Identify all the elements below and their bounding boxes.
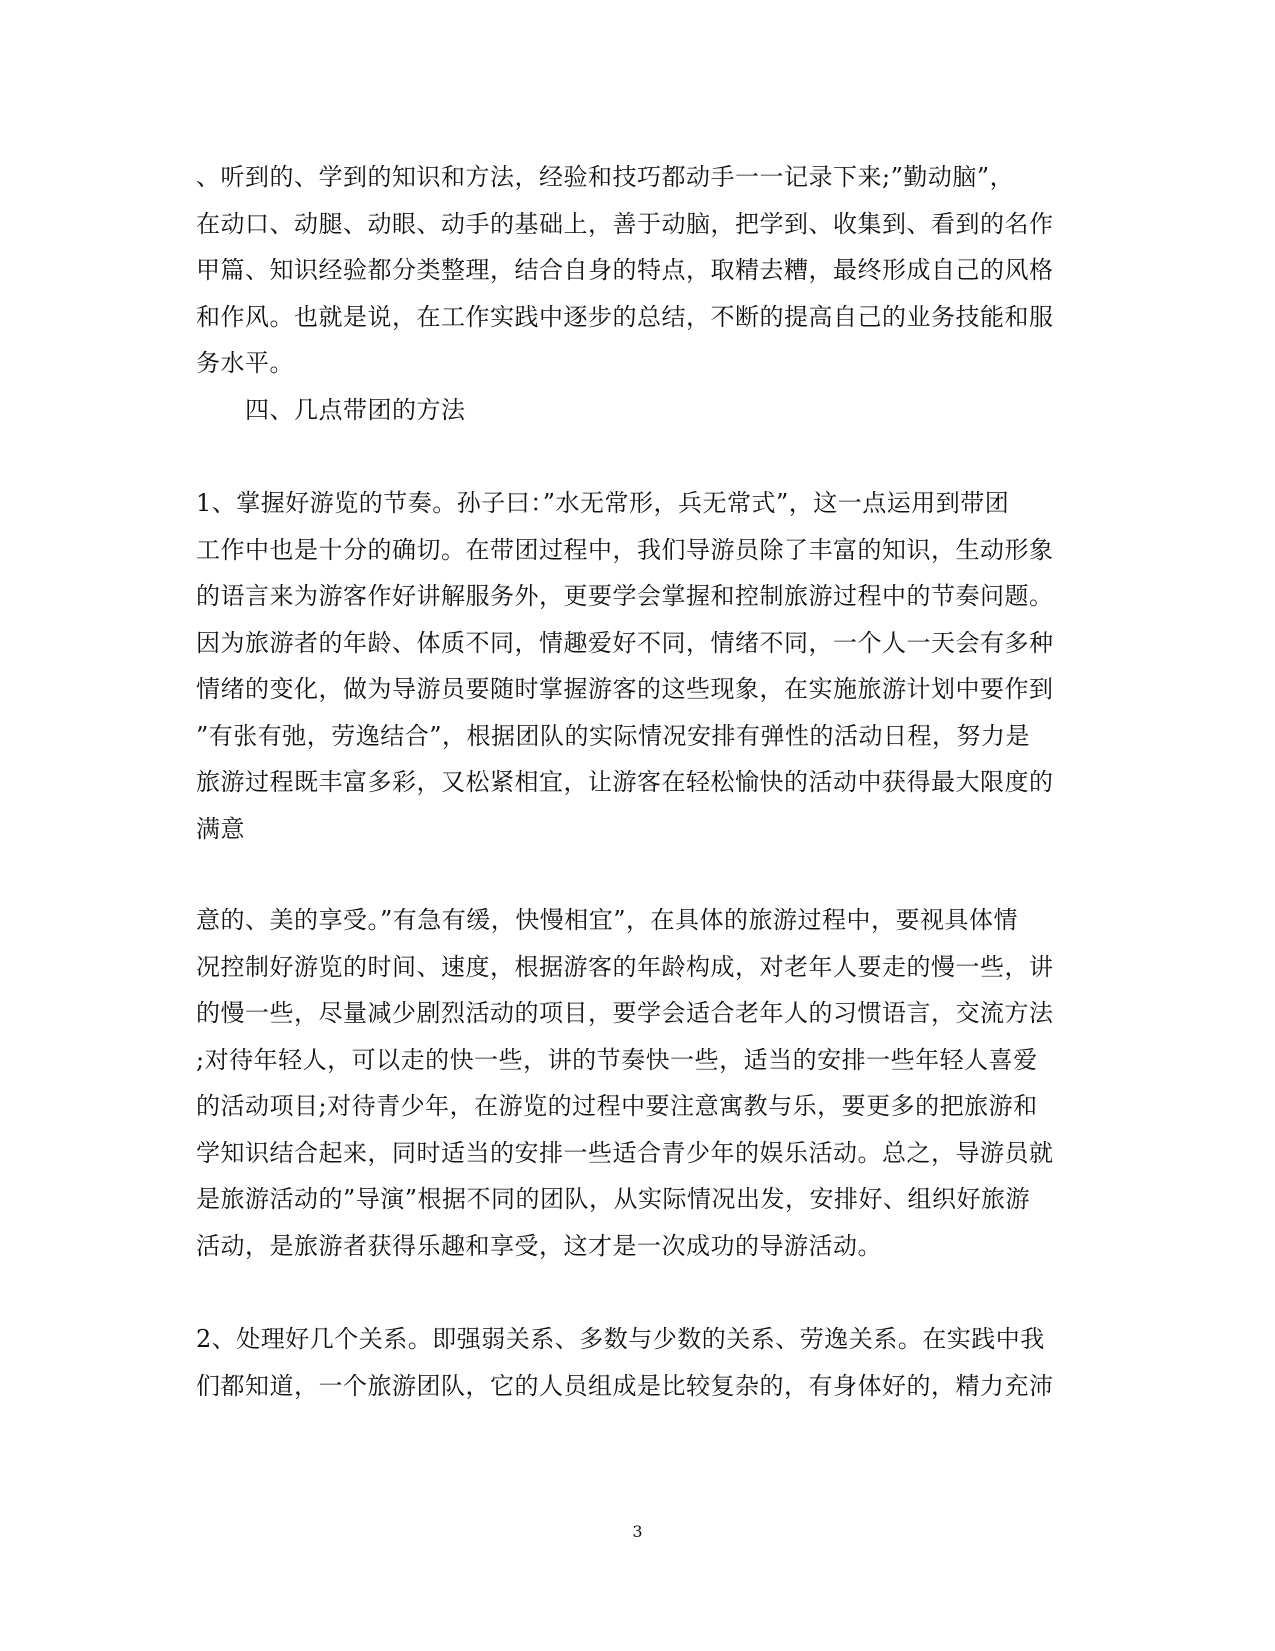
text-line: 2、处理好几个关系。即强弱关系、多数与少数的关系、劳逸关系。在实践中我: [196, 1325, 1045, 1353]
text-line: 学知识结合起来，同时适当的安排一些适合青少年的娱乐活动。总之，导游员就: [196, 1139, 1054, 1167]
text-line: 旅游过程既丰富多彩，又松紧相宜，让游客在轻松愉快的活动中获得最大限度的: [196, 768, 1054, 796]
text-line: 的语言来为游客作好讲解服务外，更要学会掌握和控制旅游过程中的节奏问题。: [196, 582, 1054, 610]
section-heading: 四、几点带团的方法: [196, 396, 466, 424]
text-line: 是旅游活动的”导演”根据不同的团队，从实际情况出发，安排好、组织好旅游: [196, 1185, 1031, 1213]
text-line: 工作中也是十分的确切。在带团过程中，我们导游员除了丰富的知识，生动形象: [196, 536, 1054, 564]
text-line: 因为旅游者的年龄、体质不同，情趣爱好不同，情绪不同，一个人一天会有多种: [196, 629, 1054, 657]
text-line: 和作风。也就是说，在工作实践中逐步的总结，不断的提高自己的业务技能和服: [196, 303, 1054, 331]
text-line: 甲篇、知识经验都分类整理，结合自身的特点，取精去糟，最终形成自己的风格: [196, 256, 1054, 284]
text-line: 意的、美的享受。”有急有缓，快慢相宜”，在具体的旅游过程中，要视具体情: [196, 906, 1019, 934]
text-line: 们都知道，一个旅游团队，它的人员组成是比较复杂的，有身体好的，精力充沛: [196, 1372, 1054, 1400]
text-line: 的慢一些，尽量减少剧烈活动的项目，要学会适合老年人的习惯语言，交流方法: [196, 999, 1054, 1027]
text-line: 情绪的变化，做为导游员要随时掌握游客的这些现象，在实施旅游计划中要作到: [196, 675, 1054, 703]
text-line: 1、掌握好游览的节奏。孙子曰：”水无常形，兵无常式”，这一点运用到带团: [196, 489, 1010, 517]
page-number: 3: [632, 1522, 643, 1541]
text-line: ”有张有弛，劳逸结合”，根据团队的实际情况安排有弹性的活动日程，努力是: [196, 722, 1031, 750]
text-line: 况控制好游览的时间、速度，根据游客的年龄构成，对老年人要走的慢一些，讲: [196, 953, 1054, 981]
text-line: 务水平。: [196, 349, 294, 377]
text-line: 在动口、动腿、动眼、动手的基础上，善于动脑，把学到、收集到、看到的名作: [196, 210, 1054, 238]
text-line: ;对待年轻人，可以走的快一些，讲的节奏快一些，适当的安排一些年轻人喜爱: [196, 1046, 1038, 1074]
text-line: 、听到的、学到的知识和方法，经验和技巧都动手一一记录下来;”勤动脑”，: [196, 163, 1015, 191]
text-line: 的活动项目;对待青少年，在游览的过程中要注意寓教与乐，要更多的把旅游和: [196, 1092, 1038, 1120]
text-line: 活动，是旅游者获得乐趣和享受，这才是一次成功的导游活动。: [196, 1232, 882, 1260]
text-line: 满意: [196, 815, 245, 843]
